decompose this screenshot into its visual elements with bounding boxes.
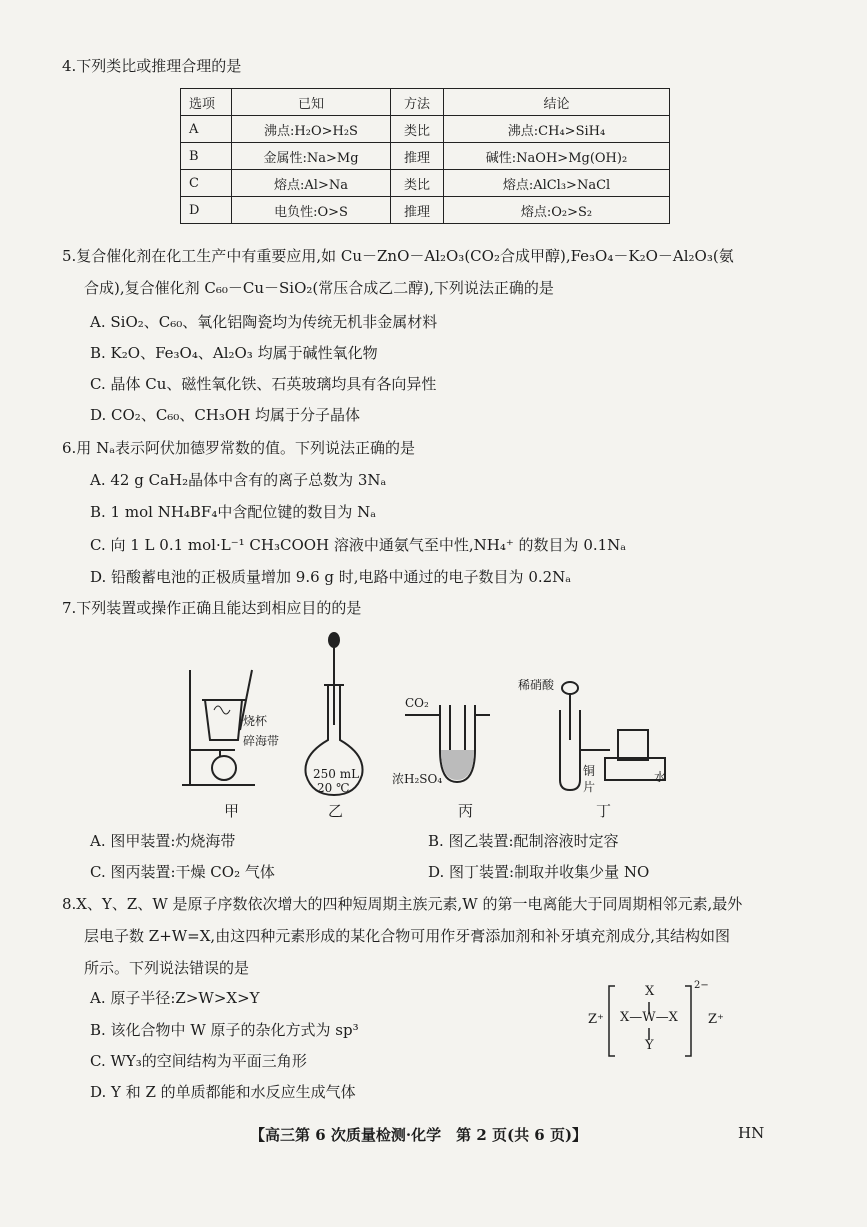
region-code: HN — [738, 1124, 765, 1142]
q6-option-a: A. 42 g CaH₂晶体中含有的离子总数为 3Nₐ — [90, 471, 387, 489]
table-row — [181, 143, 670, 170]
label-co2: CO₂ — [405, 696, 429, 710]
table-cell: 碱性:NaOH>Mg(OH)₂ — [444, 143, 670, 170]
header-option: 选项 — [181, 89, 232, 116]
apparatus-ding-diagram — [550, 680, 670, 795]
table-cell: 沸点:H₂O>H₂S — [232, 116, 391, 143]
label-seaweed: 碎海带 — [243, 734, 280, 748]
q8-option-c: C. WY₃的空间结构为平面三角形 — [90, 1052, 307, 1070]
q6-option-d: D. 铅酸蓄电池的正极质量增加 9.6 g 时,电路中通过的电子数目为 0.2Nₐ — [90, 568, 572, 586]
table-row — [181, 116, 670, 143]
structure-charge: 2− — [694, 980, 709, 991]
q8-line2: 层电子数 Z+W=X,由这四种元素形成的某化合物可用作牙膏添加剂和补牙填充剂成分,其结构如图 — [84, 927, 730, 945]
q5-option-b: B. K₂O、Fe₃O₄、Al₂O₃ 均属于碱性氧化物 — [90, 344, 378, 362]
caption-yi: 乙 — [328, 802, 344, 820]
q5-option-a: A. SiO₂、C₆₀、氧化铝陶瓷均为传统无机非金属材料 — [90, 313, 438, 331]
structure-z-left: Z⁺ — [588, 1012, 604, 1027]
table-row — [181, 170, 670, 197]
table-cell: 类比 — [391, 116, 444, 143]
table-row — [181, 197, 670, 224]
q7-option-a: A. 图甲装置:灼烧海带 — [90, 832, 236, 850]
structure-bottom-y: Y — [645, 1038, 654, 1053]
caption-bing: 丙 — [458, 802, 474, 820]
label-copper-piece: 片 — [583, 780, 596, 794]
q4-stem: 4.下列类比或推理合理的是 — [62, 57, 242, 75]
header-known: 已知 — [232, 89, 391, 116]
table-cell: 类比 — [391, 170, 444, 197]
q6-stem: 6.用 Nₐ表示阿伏加德罗常数的值。下列说法正确的是 — [62, 439, 415, 457]
header-method: 方法 — [391, 89, 444, 116]
q5-line2: 合成),复合催化剂 C₆₀－Cu－SiO₂(常压合成乙二醇),下列说法正确的是 — [84, 279, 554, 297]
table-cell: 熔点:Al>Na — [232, 170, 391, 197]
structure-z-right: Z⁺ — [708, 1012, 724, 1027]
q7-option-b: B. 图乙装置:配制溶液时定容 — [428, 832, 619, 850]
q6-option-c: C. 向 1 L 0.1 mol·L⁻¹ CH₃COOH 溶液中通氨气至中性,NH₄⁺ 的数目为 0.1Nₐ — [90, 536, 627, 554]
structure-top-x: X — [645, 984, 655, 999]
table-cell: 金属性:Na>Mg — [232, 143, 391, 170]
label-flask-volume: 250 mL — [313, 767, 360, 781]
table-cell: D — [181, 197, 232, 224]
q7-option-d: D. 图丁装置:制取并收集少量 NO — [428, 863, 650, 881]
q7-option-c: C. 图丙装置:干燥 CO₂ 气体 — [90, 863, 275, 881]
label-beaker: 烧杯 — [243, 714, 268, 728]
caption-jia: 甲 — [224, 802, 240, 820]
table-cell: 沸点:CH₄>SiH₄ — [444, 116, 670, 143]
table-cell: A — [181, 116, 232, 143]
table-cell: C — [181, 170, 232, 197]
structure-middle: X—W—X — [620, 1010, 678, 1025]
apparatus-jia-diagram — [180, 660, 290, 795]
q4-table — [180, 88, 670, 224]
q8-option-a: A. 原子半径:Z>W>X>Y — [90, 989, 260, 1007]
page-footer: 【高三第 6 次质量检测·化学 第 2 页(共 6 页)】 — [250, 1126, 588, 1144]
table-cell: 推理 — [391, 143, 444, 170]
q6-option-b: B. 1 mol NH₄BF₄中含配位键的数目为 Nₐ — [90, 503, 377, 521]
q8-line1: 8.X、Y、Z、W 是原子序数依次增大的四种短周期主族元素,W 的第一电离能大于同周期相邻元素,最外 — [62, 895, 743, 913]
label-nitric-acid: 稀硝酸 — [518, 678, 555, 692]
table-header-row — [181, 89, 670, 116]
q5-option-c: C. 晶体 Cu、磁性氧化铁、石英玻璃均具有各向异性 — [90, 375, 437, 393]
label-flask-temp: 20 ℃ — [317, 781, 350, 795]
table-cell: 电负性:O>S — [232, 197, 391, 224]
label-water: 水 — [654, 770, 667, 784]
label-h2so4: 浓H₂SO₄ — [392, 772, 443, 786]
table-cell: B — [181, 143, 232, 170]
q7-stem: 7.下列装置或操作正确且能达到相应目的的是 — [62, 599, 362, 617]
caption-ding: 丁 — [596, 802, 612, 820]
q5-option-d: D. CO₂、C₆₀、CH₃OH 均属于分子晶体 — [90, 406, 361, 424]
q8-option-d: D. Y 和 Z 的单质都能和水反应生成气体 — [90, 1083, 356, 1101]
table-cell: 熔点:O₂>S₂ — [444, 197, 670, 224]
header-conclusion: 结论 — [444, 89, 670, 116]
q5-line1: 5.复合催化剂在化工生产中有重要应用,如 Cu－ZnO－Al₂O₃(CO₂合成甲醇),Fe₃O₄－K₂O－Al₂O₃(氨 — [62, 247, 734, 265]
q8-option-b: B. 该化合物中 W 原子的杂化方式为 sp³ — [90, 1021, 359, 1039]
q8-line3: 所示。下列说法错误的是 — [84, 959, 250, 977]
table-cell: 推理 — [391, 197, 444, 224]
label-copper: 铜 — [583, 764, 596, 778]
table-cell: 熔点:AlCl₃>NaCl — [444, 170, 670, 197]
